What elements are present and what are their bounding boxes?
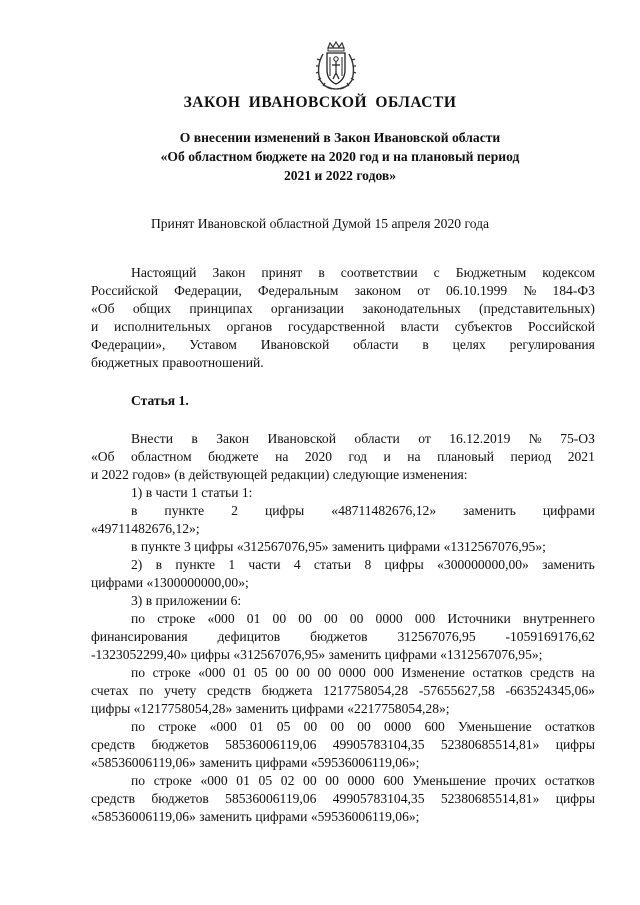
preamble-line: бюджетных правоотношений. [91, 355, 264, 370]
spacer [91, 372, 595, 392]
word: Ивановской [267, 431, 336, 446]
word: статьи [313, 557, 352, 572]
article-line [91, 628, 595, 646]
article-line [91, 610, 595, 628]
word: заменить [463, 503, 516, 518]
word: Закон [216, 431, 250, 446]
word: принят [261, 265, 303, 280]
word: «000 [198, 665, 226, 680]
word: 05 [254, 665, 268, 680]
article-line [91, 772, 595, 790]
word: 00 [298, 611, 312, 626]
subtitle-line: О внесении изменений в Закон Ивановской области [179, 130, 501, 145]
word: по [131, 719, 146, 734]
word: № [528, 431, 542, 446]
coat-of-arms-icon [314, 40, 358, 92]
word: 600 [383, 773, 404, 788]
word: 49905783104,35 [332, 737, 425, 752]
word: (представительных) [479, 301, 595, 316]
word: от [418, 431, 431, 446]
word: Российской [91, 283, 158, 298]
word: 00 [303, 773, 317, 788]
word: 000 [414, 611, 436, 626]
word: в [155, 557, 163, 572]
subtitle-line: «Об областном бюджете на 2020 год и на плановый период [160, 149, 520, 164]
word: 0000 [375, 611, 403, 626]
article-line [91, 736, 595, 754]
preamble-line [91, 264, 595, 282]
coat-of-arms-graphic [314, 40, 358, 92]
word: по [131, 611, 146, 626]
word: цифры [555, 791, 595, 806]
word: 8 [364, 557, 372, 572]
article-line: -1323052299,40» цифры «312567076,95» заменить цифрами «1312567076,95»; [91, 647, 543, 662]
word: бюджете [208, 449, 259, 464]
word: Бюджетным [455, 265, 527, 280]
word: 52380685514,81» [440, 737, 540, 752]
word: в [422, 337, 429, 352]
document-title: ЗАКОН ИВАНОВСКОЙ ОБЛАСТИ [183, 94, 457, 111]
word: 58536006119,06 [225, 737, 317, 752]
word: в [318, 265, 325, 280]
word: год [348, 449, 368, 464]
word: заменить [542, 557, 595, 572]
word: 00 [325, 773, 339, 788]
article-heading: Статья 1. [131, 393, 189, 408]
article-line: «58536006119,06» заменить цифрами «59536006119,06»; [91, 809, 420, 824]
word: 1 [228, 557, 236, 572]
word: 312567076,95 [397, 629, 476, 644]
adoption-date: Принят Ивановской областной Думой 15 апреля 2020 года [150, 216, 490, 231]
spacer [91, 410, 595, 430]
article-line [91, 718, 595, 736]
word: принципах [189, 301, 253, 316]
word: прочих [494, 773, 537, 788]
word: 01 [236, 773, 250, 788]
word: 49905783104,35 [332, 791, 425, 806]
article-line [91, 790, 595, 808]
word: цифры [264, 503, 305, 518]
article-line: и 2022 годов» (в действующей редакции) следующие изменения: [91, 467, 468, 482]
word: власти [400, 319, 439, 334]
word: 52380685514,81» [440, 791, 540, 806]
word: цифрами [542, 503, 595, 518]
word: и [91, 319, 99, 334]
word: Источники [447, 611, 511, 626]
word: пункте [164, 503, 205, 518]
word: в [191, 431, 198, 446]
word: остатков [472, 665, 523, 680]
word: средств [207, 683, 252, 698]
word: 2 [231, 503, 238, 518]
word: строке [157, 611, 196, 626]
word: Российской [528, 319, 595, 334]
word: 600 [424, 719, 445, 734]
word: строке [158, 719, 197, 734]
subtitle-line: 2021 и 2022 годов» [283, 168, 397, 183]
word: на [275, 449, 289, 464]
word: 02 [280, 773, 295, 788]
word: 00 [303, 719, 318, 734]
word: на [407, 449, 421, 464]
article-line [91, 682, 595, 700]
word: и [383, 449, 391, 464]
word: целях [452, 337, 486, 352]
word: 00 [296, 665, 310, 680]
word: учету [164, 683, 197, 698]
word: в [131, 503, 138, 518]
article-line: «58536006119,06» заменить цифрами «59536006119,06»; [91, 755, 420, 770]
word: 0000 [347, 773, 375, 788]
word: областном [131, 449, 192, 464]
word: общих [132, 301, 172, 316]
word: счетах [91, 683, 129, 698]
word: Закон [212, 265, 246, 280]
document-subtitle [80, 128, 600, 185]
word: -663524345,06» [505, 683, 595, 698]
word: Ивановской [260, 337, 330, 352]
word: дефицитов [217, 629, 281, 644]
article-line: 3) в приложении 6: [131, 593, 242, 608]
word: соответствии [340, 265, 418, 280]
article-line: 1) в части 1 статьи 1: [131, 485, 253, 500]
word: 2) [131, 557, 143, 572]
word: организации [270, 301, 344, 316]
word: субъектов [454, 319, 513, 334]
word: финансирования [91, 629, 188, 644]
article-line: цифрами «1300000000,00»; [91, 575, 249, 590]
word: «000 [209, 719, 237, 734]
word: строке [152, 665, 191, 680]
word: бюджетов [151, 737, 209, 752]
word: по [131, 773, 146, 788]
word: № [523, 283, 537, 298]
word: 184-ФЗ [552, 283, 595, 298]
word: 01 [232, 665, 247, 680]
word: 0000 [384, 719, 412, 734]
word: остатков [544, 773, 595, 788]
word: «Об [91, 449, 115, 464]
word: «000 [200, 773, 228, 788]
word: на [581, 665, 595, 680]
word: пункте [175, 557, 216, 572]
word: 2021 [567, 449, 595, 464]
word: 00 [317, 665, 332, 680]
word: с [433, 265, 440, 280]
word: бюджетов [151, 791, 209, 806]
article-line: в пункте 3 цифры «312567076,95» заменить цифрами «1312567076,95»; [131, 539, 546, 554]
article-line [91, 556, 595, 574]
word: 00 [349, 611, 364, 626]
word: Настоящий [131, 265, 197, 280]
word: 01 [249, 719, 264, 734]
word: цифры [555, 737, 595, 752]
word: средств [91, 791, 135, 806]
word: Федерации», [91, 337, 166, 352]
document-body [91, 264, 595, 826]
word: по [139, 683, 154, 698]
word: 00 [330, 719, 344, 734]
word: средств [529, 665, 574, 680]
word: регулирования [509, 337, 595, 352]
word: 58536006119,06 [225, 791, 317, 806]
word: области [353, 337, 399, 352]
word: Федеральным [257, 283, 339, 298]
word: 75-ОЗ [560, 431, 595, 446]
word: 4 [293, 557, 301, 572]
word: 00 [275, 665, 289, 680]
word: -57655627,58 [418, 683, 495, 698]
word: 0000 [338, 665, 366, 680]
word: период [510, 449, 552, 464]
preamble-line [91, 318, 595, 336]
word: бюджетов [310, 629, 368, 644]
preamble-line [91, 300, 595, 318]
word: «300000000,00» [437, 557, 529, 572]
article-line [91, 430, 595, 448]
word: средств [91, 737, 135, 752]
word: исполнительных [114, 319, 211, 334]
word: 2020 [304, 449, 333, 464]
word: органов [226, 319, 273, 334]
word: 05 [276, 719, 291, 734]
word: 16.12.2019 [449, 431, 511, 446]
word: бюджета [261, 683, 313, 698]
word: 06.10.1999 [445, 283, 508, 298]
article-line: «49711482676,12»; [91, 521, 200, 536]
word: по [131, 665, 146, 680]
word: 000 [373, 665, 394, 680]
word: внутреннего [522, 611, 595, 626]
word: законом [354, 283, 402, 298]
word: законодательных [362, 301, 461, 316]
word: Внести [131, 431, 173, 446]
article-line: цифры «1217758054,28» заменить цифрами «2217758054,28»; [91, 701, 450, 716]
word: строке [153, 773, 192, 788]
word: области [354, 431, 400, 446]
preamble-line [91, 282, 595, 300]
word: государственной [287, 319, 385, 334]
article-line [91, 448, 595, 466]
word: Федерации, [174, 283, 242, 298]
word: «48711482676,12» [331, 503, 437, 518]
word: 05 [258, 773, 273, 788]
word: плановый [437, 449, 495, 464]
preamble-line [91, 336, 595, 354]
word: части [248, 557, 281, 572]
word: Уставом [189, 337, 237, 352]
word: 00 [324, 611, 338, 626]
word: -1059169176,62 [505, 629, 595, 644]
word: Уменьшение [412, 773, 487, 788]
word: от [417, 283, 430, 298]
word: 1217758054,28 [323, 683, 409, 698]
word: остатков [544, 719, 595, 734]
article-line [91, 502, 595, 520]
article-line [91, 664, 595, 682]
word: «000 [207, 611, 235, 626]
word: 00 [272, 611, 287, 626]
word: Изменение [401, 665, 465, 680]
word: «Об [91, 301, 115, 316]
word: цифры [384, 557, 424, 572]
word: 01 [246, 611, 261, 626]
word: Уменьшение [458, 719, 532, 734]
word: 00 [357, 719, 371, 734]
word: кодексом [542, 265, 595, 280]
